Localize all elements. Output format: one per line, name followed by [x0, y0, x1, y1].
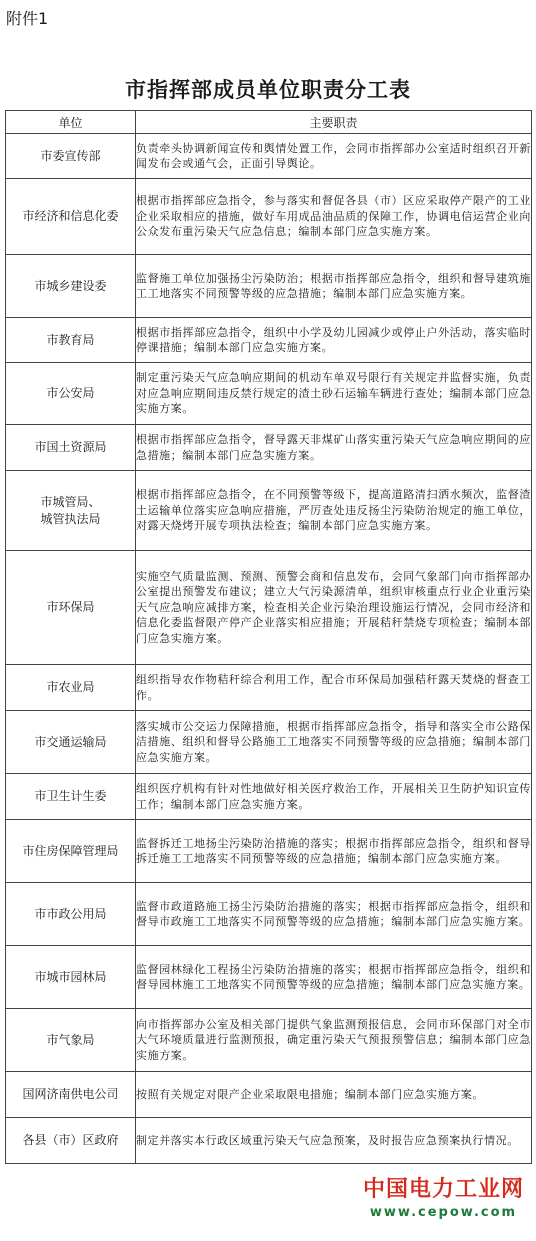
unit-cell: 市国土资源局	[6, 425, 136, 471]
table-row	[6, 883, 532, 946]
duty-cell: 根据市指挥部应急指令，参与落实和督促各县（市）区应采取停产限产的工业企业采取相应的措施，做好车用成品油品质的保障工作，协调电信运营企业向公众发布重污染天气应急信息；编制本部门应急实施方案。	[136, 179, 532, 255]
duty-cell: 监督园林绿化工程扬尘污染防治措施的落实；根据市指挥部应急指令，组织和督导园林施工工地落实不同预警等级的应急措施；编制本部门应急实施方案。	[136, 946, 532, 1009]
document-title: 市指挥部成员单位职责分工表	[125, 77, 411, 102]
header-duty: 主要职责	[136, 111, 532, 134]
table-row	[6, 820, 532, 883]
table-row	[6, 1118, 532, 1164]
duty-cell: 组织医疗机构有针对性地做好相关医疗救治工作，开展相关卫生防护知识宣传工作；编制本部门应急实施方案。	[136, 774, 532, 820]
table-row	[6, 551, 532, 665]
duty-cell: 负责牵头协调新闻宣传和舆情处置工作，会同市指挥部办公室适时组织召开新闻发布会或通气会，正面引导舆论。	[136, 134, 532, 179]
duty-cell: 监督市政道路施工扬尘污染防治措施的落实；根据市指挥部应急指令，组织和督导市政施工工地落实不同预警等级的应急措施；编制本部门应急实施方案。	[136, 883, 532, 946]
unit-cell: 市经济和信息化委	[6, 179, 136, 255]
table-row	[6, 179, 532, 255]
table-row	[6, 471, 532, 551]
unit-cell: 市教育局	[6, 318, 136, 363]
table-row	[6, 711, 532, 774]
unit-cell: 市卫生计生委	[6, 774, 136, 820]
unit-cell: 市交通运输局	[6, 711, 136, 774]
duty-cell: 向市指挥部办公室及相关部门提供气象监测预报信息，会同市环保部门对全市大气环境质量进行监测预报，确定重污染天气预报预警信息；编制本部门应急实施方案。	[136, 1009, 532, 1072]
attachment-label: 附件1	[6, 9, 49, 28]
unit-cell: 市公安局	[6, 363, 136, 425]
duty-cell: 制定并落实本行政区域重污染天气应急预案，及时报告应急预案执行情况。	[136, 1118, 532, 1164]
unit-cell: 市城市园林局	[6, 946, 136, 1009]
header-unit: 单位	[6, 111, 136, 134]
duty-cell: 组织指导农作物秸秆综合利用工作，配合市环保局加强秸秆露天焚烧的督查工作。	[136, 665, 532, 711]
unit-cell: 市气象局	[6, 1009, 136, 1072]
table-row	[6, 1072, 532, 1118]
duty-cell: 监督拆迁工地扬尘污染防治措施的落实；根据市指挥部应急指令，组织和督导拆迁施工工地落实不同预警等级的应急措施；编制本部门应急实施方案。	[136, 820, 532, 883]
duty-cell: 监督施工单位加强扬尘污染防治；根据市指挥部应急指令，组织和督导建筑施工工地落实不同预警等级的应急措施；编制本部门应急实施方案。	[136, 255, 532, 318]
table-row	[6, 363, 532, 425]
unit-cell: 市环保局	[6, 551, 136, 665]
watermark-name: 中国电力工业网	[362, 1177, 524, 1202]
duty-cell: 落实城市公交运力保障措施，根据市指挥部应急指令，指导和落实全市公路保洁措施、组织和督导公路施工工地落实不同预警等级的应急措施；编制本部门应急实施方案。	[136, 711, 532, 774]
unit-cell: 市农业局	[6, 665, 136, 711]
site-watermark	[363, 1172, 524, 1220]
table-header-row	[6, 111, 532, 134]
table-row	[6, 946, 532, 1009]
unit-cell: 市城管局、 城管执法局	[6, 471, 136, 551]
unit-cell: 各县（市）区政府	[6, 1118, 136, 1164]
table-row	[6, 255, 532, 318]
duty-cell: 根据市指挥部应急指令，组织中小学及幼儿园减少或停止户外活动，落实临时停课措施；编制本部门应急实施方案。	[136, 318, 532, 363]
duty-cell: 制定重污染天气应急响应期间的机动车单双号限行有关规定并监督实施，负责对应急响应期间违反禁行规定的渣土砂石运输车辆进行查处；编制本部门应急实施方案。	[136, 363, 532, 425]
table-row	[6, 134, 532, 179]
unit-cell: 国网济南供电公司	[6, 1072, 136, 1118]
table-row	[6, 1009, 532, 1072]
duty-cell: 根据市指挥部应急指令，在不同预警等级下，提高道路清扫洒水频次，监督渣土运输单位落实应急响应措施，严厉查处违反扬尘污染防治规定的施工单位，对露天烧烤开展专项执法检查；编制本部门应急实施方案。	[136, 471, 532, 551]
watermark-url: www.cepow.com	[369, 1205, 518, 1220]
duty-cell: 按照有关规定对限产企业采取限电措施；编制本部门应急实施方案。	[136, 1072, 532, 1118]
table-row	[6, 318, 532, 363]
duty-cell: 实施空气质量监测、预测、预警会商和信息发布，会同气象部门向市指挥部办公室提出预警发布建议；建立大气污染源清单，组织审核重点行业企业重污染天气应急响应减排方案，检查相关企业污染治理设施运行情况，会同市经济和信息化委监督限产停产企业落实相应措施；开展秸秆禁烧专项检查；编制本部门应急实施方案。	[136, 551, 532, 665]
duty-cell: 根据市指挥部应急指令，督导露天非煤矿山落实重污染天气应急响应期间的应急措施；编制本部门应急实施方案。	[136, 425, 532, 471]
table-row	[6, 774, 532, 820]
table-row	[6, 665, 532, 711]
table-row	[6, 425, 532, 471]
unit-cell: 市市政公用局	[6, 883, 136, 946]
duty-table	[5, 110, 532, 1164]
unit-cell: 市城乡建设委	[6, 255, 136, 318]
unit-cell: 市住房保障管理局	[6, 820, 136, 883]
unit-cell: 市委宣传部	[6, 134, 136, 179]
